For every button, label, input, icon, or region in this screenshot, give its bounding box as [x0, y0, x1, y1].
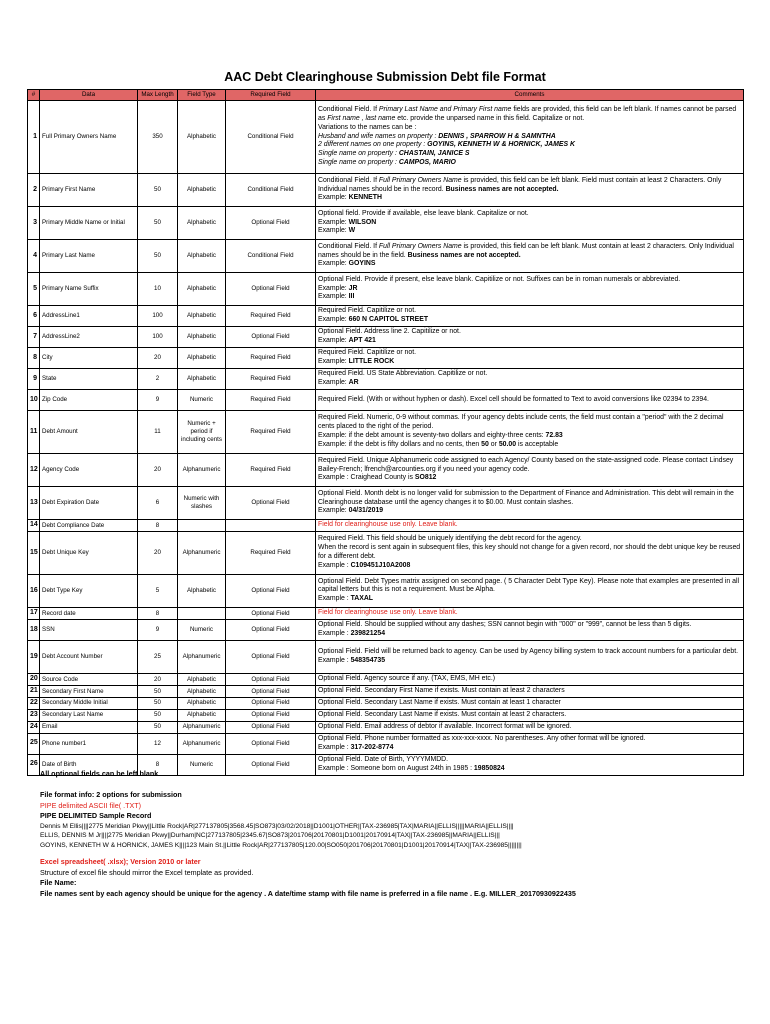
data-field-name: Phone number1 — [40, 733, 138, 754]
comment-text: Business names are not accepted. — [445, 185, 559, 193]
data-field-name: Secondary Middle Initial — [40, 697, 138, 709]
comment-text: Example: — [318, 507, 349, 515]
data-field-name: AddressLine1 — [40, 306, 138, 327]
field-type: Alphabetic — [178, 273, 226, 306]
required-field: Optional Field — [226, 327, 316, 348]
table-header-row — [28, 90, 744, 101]
max-length: 50 — [138, 721, 178, 733]
row-number: 19 — [28, 640, 40, 673]
table-row — [28, 207, 744, 240]
comment-cell — [316, 369, 744, 390]
field-type: Alphanumeric — [178, 454, 226, 487]
field-type: Alphanumeric — [178, 733, 226, 754]
data-field-name: Debt Type Key — [40, 574, 138, 607]
header-required-field: Required Field — [226, 90, 316, 101]
max-length: 50 — [138, 685, 178, 697]
comment-cell — [316, 619, 744, 640]
comment-text: TAXAL — [350, 595, 374, 603]
pipe-sample-line: GOYINS, KENNETH W & HORNICK, JAMES K||||123 Main St.||Little Rock|AR|277137805|120.00|SO050|201706|20170801|D1001|20170914|TAX||TAX-236985|||||||| — [40, 841, 522, 849]
max-length: 100 — [138, 306, 178, 327]
comment-text: Optional field. Provide if available, else leave blank. Capitalize or not. — [318, 209, 529, 217]
comment-text: Optional Field. Secondary Last Name if exists. Must contain at least 2 characters. — [318, 710, 567, 718]
format-table — [27, 89, 744, 776]
comment-text: fields are provided, this field can be left blank. If names cannot be parsed as — [318, 105, 737, 122]
pipe-format-heading: PIPE delimited ASCII file( .TXT) — [40, 800, 142, 810]
table-row — [28, 709, 744, 721]
comment-text: Optional Field. Agency source if any. (TAX, EMS, MH etc.) — [318, 674, 496, 682]
header-field-type: Field Type — [178, 90, 226, 101]
table-row — [28, 411, 744, 454]
comment-text: SO812 — [414, 474, 437, 482]
comment-text: Conditional Field. If — [318, 242, 379, 250]
comment-cell — [316, 733, 744, 754]
row-number: 9 — [28, 369, 40, 390]
comment-cell — [316, 273, 744, 306]
comment-cell — [316, 240, 744, 273]
table-row — [28, 327, 744, 348]
required-field — [226, 520, 316, 532]
required-field: Required Field — [226, 306, 316, 327]
row-number: 1 — [28, 101, 40, 174]
row-number: 16 — [28, 574, 40, 607]
comment-text: Example: — [318, 227, 349, 235]
comment-text: or — [488, 440, 499, 448]
field-type: Numeric with slashes — [178, 487, 226, 520]
comment-text: Optional Field. Secondary First Name if exists. Must contain at least 2 characters — [318, 686, 565, 694]
field-type: Numeric — [178, 619, 226, 640]
max-length: 8 — [138, 754, 178, 775]
comment-cell — [316, 174, 744, 207]
comment-cell — [316, 306, 744, 327]
comment-text: Conditional Field. If — [318, 105, 379, 113]
field-type: Numeric — [178, 754, 226, 775]
comment-text: Example : — [318, 595, 351, 603]
table-row — [28, 306, 744, 327]
max-length: 50 — [138, 709, 178, 721]
comment-text: GOYINS — [348, 260, 376, 268]
max-length: 8 — [138, 607, 178, 619]
comment-text: Optional Field. Field will be returned back to agency. Can be used by Agency billing system to track account numbers for a particular debt. — [318, 647, 739, 655]
field-type: Alphanumeric — [178, 640, 226, 673]
file-format-info: File format info: 2 options for submission — [40, 790, 182, 800]
comment-text: 50.00 — [498, 440, 517, 448]
pipe-sample-heading: PIPE DELIMITED Sample Record — [40, 811, 152, 821]
comment-text: DENNIS , SPARROW H & SAMNTHA — [438, 132, 556, 140]
comment-text: III — [348, 293, 355, 301]
table-row — [28, 607, 744, 619]
comment-text: C109451J10A2008 — [350, 561, 411, 569]
comment-text: Husband and wife names on property : — [318, 132, 439, 140]
field-type: Alphabetic — [178, 348, 226, 369]
row-number: 24 — [28, 721, 40, 733]
data-field-name: Primary Middle Name or Initial — [40, 207, 138, 240]
required-field: Optional Field — [226, 207, 316, 240]
required-field: Optional Field — [226, 574, 316, 607]
data-field-name: Email — [40, 721, 138, 733]
required-field: Optional Field — [226, 273, 316, 306]
required-field: Conditional Field — [226, 240, 316, 273]
data-field-name: Source Code — [40, 673, 138, 685]
row-number: 3 — [28, 207, 40, 240]
row-number: 23 — [28, 709, 40, 721]
comment-text: APT 421 — [348, 337, 376, 344]
comment-text: First name , last name — [327, 114, 396, 122]
data-field-name: Record date — [40, 607, 138, 619]
row-number: 21 — [28, 685, 40, 697]
comment-text: Field for clearinghouse use only. Leave blank. — [318, 521, 458, 528]
comment-text: Full Primary Owners Name — [378, 176, 462, 184]
field-type: Alphabetic — [178, 327, 226, 348]
comment-text: Optional Field. Should be supplied without any dashes; SSN cannot begin with "000" or "999", cannot be less than 5 digits. — [318, 620, 692, 628]
table-row — [28, 574, 744, 607]
field-type: Alphabetic — [178, 673, 226, 685]
data-field-name: Zip Code — [40, 390, 138, 411]
comment-text: Example : — [318, 743, 351, 751]
row-number: 18 — [28, 619, 40, 640]
max-length: 50 — [138, 174, 178, 207]
optional-fields-note: All optional fields can be left blank — [40, 769, 159, 778]
field-type: Alphabetic — [178, 709, 226, 721]
comment-text: Primary Last Name and Primary First name — [378, 105, 512, 113]
excel-structure-note: Structure of excel file should mirror the Excel template as provided. — [40, 867, 254, 877]
field-type: Numeric — [178, 390, 226, 411]
required-field: Optional Field — [226, 733, 316, 754]
required-field: Required Field — [226, 348, 316, 369]
comment-text: is acceptable — [516, 440, 559, 448]
max-length: 100 — [138, 327, 178, 348]
row-number: 7 — [28, 327, 40, 348]
comment-text: Required Field. This field should be uniquely identifying the debt record for the agency. — [318, 535, 582, 543]
field-type: Alphabetic — [178, 369, 226, 390]
table-row — [28, 240, 744, 273]
table-row — [28, 685, 744, 697]
comment-cell — [316, 607, 744, 619]
comment-text: Required Field. Unique Alphanumeric code assigned to each Agency/ County based on the state-assigned code. Please contact Lindsey Bailey-French; lfrench@arcounties.org if you need your agency code. — [318, 456, 734, 473]
row-number: 22 — [28, 697, 40, 709]
comment-text: Full Primary Owners Name — [378, 242, 462, 250]
table-row — [28, 348, 744, 369]
max-length: 20 — [138, 531, 178, 574]
comment-text: Optional Field. Email address of debtor if available. Incorrect format will be ignored. — [318, 722, 572, 730]
row-number: 11 — [28, 411, 40, 454]
comment-text: Required Field. (With or without hyphen or dash). Excel cell should be formatted to Text to avoid conversions like 02394 to 2394. — [318, 395, 709, 403]
header-comments: Comments — [316, 90, 744, 101]
comment-text: Example: — [318, 260, 349, 268]
comment-text: Example: — [318, 284, 349, 292]
max-length: 9 — [138, 390, 178, 411]
required-field: Optional Field — [226, 721, 316, 733]
row-number: 17 — [28, 607, 40, 619]
field-type: Numeric + period if including cents — [178, 411, 226, 454]
comment-text: Single name on property : — [318, 150, 399, 158]
data-field-name: Primary Name Suffix — [40, 273, 138, 306]
required-field: Required Field — [226, 454, 316, 487]
comment-cell — [316, 520, 744, 532]
comment-text: Optional Field. Secondary Last Name if exists. Must contain at least 1 character — [318, 698, 561, 706]
data-field-name: Debt Compliance Date — [40, 520, 138, 532]
comment-text: 317-202-8774 — [350, 743, 394, 751]
field-type: Alphabetic — [178, 685, 226, 697]
file-name-text: File names sent by each agency should be unique for the agency . A date/time stamp with file name is preferred in a file name . E.g. MILLER_20170930922435 — [40, 888, 576, 898]
field-type: Alphanumeric — [178, 531, 226, 574]
pipe-sample-line: ELLIS, DENNIS M Jr||||2775 Meridian Pkwy||Durham|NC|277137805|2345.67|SO873|201706|20170801|D1001|20170914|TAX||TAX-236985||MARIA||ELLIS||| — [40, 832, 500, 840]
comment-text: Single name on property : — [318, 159, 399, 167]
header-data: Data — [40, 90, 138, 101]
row-number: 2 — [28, 174, 40, 207]
data-field-name: Secondary First Name — [40, 685, 138, 697]
field-type: Alphabetic — [178, 574, 226, 607]
comment-cell — [316, 411, 744, 454]
table-row — [28, 369, 744, 390]
row-number: 15 — [28, 531, 40, 574]
comment-text: Example: if the debt amount is seventy-two dollars and eighty-three cents: — [318, 432, 546, 439]
page-title: AAC Debt Clearinghouse Submission Debt file Format — [224, 70, 546, 84]
comment-text: CAMPOS, MARIO — [398, 159, 456, 167]
row-number: 5 — [28, 273, 40, 306]
comment-text: Required Field. Numeric, 0-9 without commas. If your agency debts include cents, the field must contain a "period" with the 2 decimal cents placed to the right of the period. — [318, 414, 724, 431]
header-number: # — [28, 90, 40, 101]
comment-cell — [316, 709, 744, 721]
comment-text: Example : Someone born on August 24th in 1985 : — [318, 764, 474, 772]
data-field-name: Full Primary Owners Name — [40, 101, 138, 174]
data-field-name: Debt Expiration Date — [40, 487, 138, 520]
comment-cell — [316, 531, 744, 574]
comment-text: Example: — [318, 293, 349, 301]
data-field-name: Debt Unique Key — [40, 531, 138, 574]
max-length: 50 — [138, 697, 178, 709]
field-type: Alphabetic — [178, 306, 226, 327]
comment-text: AR — [348, 379, 359, 386]
max-length: 20 — [138, 673, 178, 685]
row-number: 20 — [28, 673, 40, 685]
row-number: 14 — [28, 520, 40, 532]
comment-text: 19850824 — [473, 764, 505, 772]
row-number: 6 — [28, 306, 40, 327]
comment-text: Example: — [318, 194, 349, 202]
data-field-name: Date of Birth — [40, 754, 138, 775]
comment-text: Required Field. Capitilize or not. — [318, 349, 417, 357]
required-field: Conditional Field — [226, 101, 316, 174]
comment-text: 50 — [481, 440, 489, 448]
comment-text: Example: — [318, 379, 349, 386]
field-type: Alphabetic — [178, 207, 226, 240]
required-field: Optional Field — [226, 697, 316, 709]
max-length: 9 — [138, 619, 178, 640]
notes-section — [40, 769, 760, 899]
comment-cell — [316, 454, 744, 487]
comment-text: Field for clearinghouse use only. Leave blank. — [318, 608, 458, 616]
comment-text: Example : — [318, 656, 351, 664]
comment-text: is provided, this field can be left blank. Field must contain at least 2 Characters. Only Individual names should be in the record. — [318, 176, 722, 193]
required-field: Optional Field — [226, 754, 316, 775]
table-row — [28, 390, 744, 411]
data-field-name: Debt Account Number — [40, 640, 138, 673]
max-length: 20 — [138, 348, 178, 369]
required-field: Optional Field — [226, 685, 316, 697]
table-row — [28, 454, 744, 487]
row-number: 25 — [28, 733, 40, 754]
comment-cell — [316, 348, 744, 369]
field-type: Alphanumeric — [178, 721, 226, 733]
comment-cell — [316, 574, 744, 607]
comment-text: 239821254 — [350, 629, 386, 637]
data-field-name: City — [40, 348, 138, 369]
comment-text: etc. provide the unparsed name in this field. Capitalize or not. — [395, 114, 585, 122]
required-field: Optional Field — [226, 640, 316, 673]
comment-text: 72.83 — [545, 432, 563, 439]
field-type: Alphabetic — [178, 101, 226, 174]
comment-text: Optional Field. Provide if present, else leave blank. Capitilize or not. Suffixes can be in roman numerals or abbreviated. — [318, 275, 681, 283]
row-number: 10 — [28, 390, 40, 411]
comment-text: 548354735 — [350, 656, 386, 664]
file-name-heading: File Name: — [40, 878, 77, 888]
comment-text: When the record is sent again in subsequent files, this key should not change for a given record, nor should the debt unique key be reused for a different debt. — [318, 544, 741, 560]
field-type — [178, 607, 226, 619]
row-number: 12 — [28, 454, 40, 487]
required-field: Optional Field — [226, 487, 316, 520]
data-field-name: AddressLine2 — [40, 327, 138, 348]
required-field: Conditional Field — [226, 174, 316, 207]
max-length: 11 — [138, 411, 178, 454]
comment-text: Required Field. US State Abbreviation. Capitilize or not. — [318, 370, 488, 378]
max-length: 6 — [138, 487, 178, 520]
comment-cell — [316, 101, 744, 174]
comment-text: Example : Craighead County is — [318, 474, 415, 482]
required-field: Required Field — [226, 531, 316, 574]
table-row — [28, 174, 744, 207]
comment-text: Example: if the debt is fifty dollars and no cents, then — [318, 440, 482, 448]
table-row — [28, 697, 744, 709]
data-field-name: Debt Amount — [40, 411, 138, 454]
required-field: Required Field — [226, 390, 316, 411]
comment-text: Example: — [318, 316, 349, 323]
comment-text: Required Field. Capitilize or not. — [318, 307, 417, 315]
field-type: Alphabetic — [178, 240, 226, 273]
table-row — [28, 531, 744, 574]
comment-text: Optional Field. Month debt is no longer valid for submission to the Department of Finance and Administration. This debt will remain in the Clearinghouse database until the agency changes it to $0.00. Must contain slashes. — [318, 489, 734, 506]
row-number: 4 — [28, 240, 40, 273]
table-row — [28, 487, 744, 520]
comment-cell — [316, 673, 744, 685]
row-number: 8 — [28, 348, 40, 369]
comment-text: Optional Field. Address line 2. Capitilize or not. — [318, 328, 461, 336]
comment-text: Example: — [318, 337, 349, 344]
max-length: 25 — [138, 640, 178, 673]
comment-text: Example: — [318, 218, 349, 226]
max-length: 50 — [138, 240, 178, 273]
comment-text: Conditional Field. If — [318, 176, 379, 184]
comment-text: JR — [348, 284, 358, 292]
max-length: 350 — [138, 101, 178, 174]
table-row — [28, 520, 744, 532]
required-field: Optional Field — [226, 673, 316, 685]
comment-text: Business names are not accepted. — [407, 251, 521, 259]
max-length: 10 — [138, 273, 178, 306]
comment-cell — [316, 487, 744, 520]
comment-cell — [316, 390, 744, 411]
data-field-name: Agency Code — [40, 454, 138, 487]
comment-cell — [316, 721, 744, 733]
table-row — [28, 733, 744, 754]
comment-cell — [316, 697, 744, 709]
max-length: 12 — [138, 733, 178, 754]
comment-text: is provided, this field can be left blank. Must contain at least 2 characters. Only Individual names should be in the field. — [318, 242, 734, 259]
data-field-name: Primary First Name — [40, 174, 138, 207]
comment-text: 2 different names on one property : — [318, 141, 428, 149]
comment-text: 660 N CAPITOL STREET — [348, 316, 429, 323]
data-field-name: SSN — [40, 619, 138, 640]
comment-text: CHASTAIN, JANICE S — [398, 150, 470, 158]
comment-text: 04/31/2019 — [348, 507, 384, 515]
comment-cell — [316, 685, 744, 697]
field-type — [178, 520, 226, 532]
comment-text: KENNETH — [348, 194, 382, 202]
table-row — [28, 640, 744, 673]
comment-text: Example : — [318, 561, 351, 569]
header-max-length: Max Length — [138, 90, 178, 101]
data-field-name: Primary Last Name — [40, 240, 138, 273]
pipe-sample-line: Dennis M Ellis||||2775 Meridian Pkwy||Little Rock|AR|277137805|3568.45|SO873|03/02/2018||D1001|OTHER||TAX-236985|TAX|MARIA||ELLIS|||||MARIA||ELLIS|||| — [40, 822, 514, 830]
comment-text: WILSON — [348, 218, 377, 226]
max-length: 2 — [138, 369, 178, 390]
data-field-name: Secondary Last Name — [40, 709, 138, 721]
comment-text: Example : — [318, 629, 351, 637]
row-number: 13 — [28, 487, 40, 520]
comment-cell — [316, 640, 744, 673]
max-length: 20 — [138, 454, 178, 487]
table-row — [28, 721, 744, 733]
table-row — [28, 673, 744, 685]
comment-text: LITTLE ROCK — [348, 358, 395, 365]
data-field-name: State — [40, 369, 138, 390]
table-row — [28, 101, 744, 174]
comment-text: Optional Field. Date of Birth, YYYYMMDD. — [318, 755, 449, 763]
excel-format-heading: Excel spreadsheet( .xlsx); Version 2010 or later — [40, 857, 201, 867]
required-field: Required Field — [226, 369, 316, 390]
comment-text: Optional Field. Debt Types matrix assigned on second page. ( 5 Character Debt Type Key). Please note that examples are presented in all capital letters but this is not a requirement. Must be Alpha. — [318, 577, 740, 594]
required-field: Optional Field — [226, 709, 316, 721]
required-field: Optional Field — [226, 607, 316, 619]
comment-cell — [316, 207, 744, 240]
comment-text: GOYINS, KENNETH W & HORNICK, JAMES K — [427, 141, 575, 149]
table-row — [28, 619, 744, 640]
comment-text: Variations to the names can be : — [318, 123, 417, 131]
max-length: 5 — [138, 574, 178, 607]
comment-text: Example: — [318, 358, 349, 365]
required-field: Optional Field — [226, 619, 316, 640]
comment-text: W — [348, 227, 356, 235]
max-length: 8 — [138, 520, 178, 532]
comment-text: Optional Field. Phone number formatted as xxx-xxx-xxxx. No parentheses. Any other format will be ignored. — [318, 734, 646, 742]
max-length: 50 — [138, 207, 178, 240]
table-row — [28, 273, 744, 306]
row-number: 26 — [28, 754, 40, 775]
comment-cell — [316, 327, 744, 348]
field-type: Alphabetic — [178, 174, 226, 207]
field-type: Alphabetic — [178, 697, 226, 709]
required-field: Required Field — [226, 411, 316, 454]
